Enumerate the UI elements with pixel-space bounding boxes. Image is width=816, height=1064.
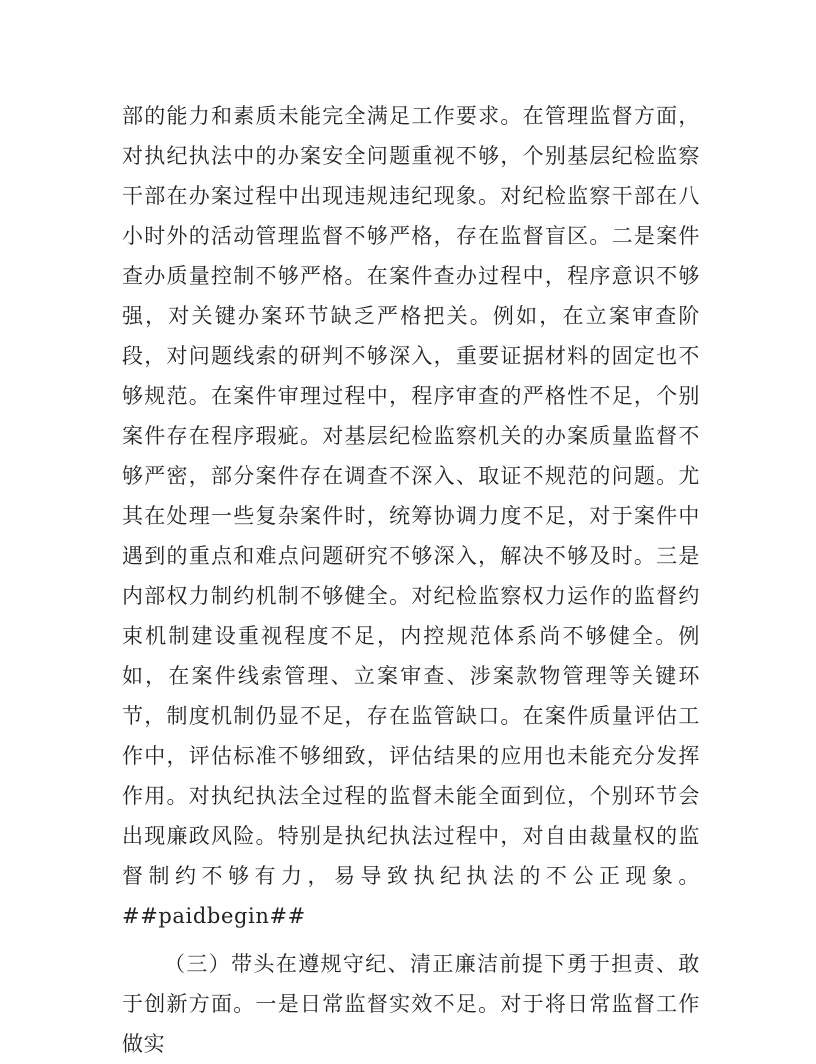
document-body: [122, 96, 700, 1064]
paragraph-section-three: （三）带头在遵规守纪、清正廉洁前提下勇于担责、敢于创新方面。一是日常监督实效不足。对于将日常监督工作做实: [122, 952, 700, 1056]
paragraph-continued: 部的能力和素质未能完全满足工作要求。在管理监督方面，对执纪执法中的办案安全问题重视不够，个别基层纪检监察干部在办案过程中出现违规违纪现象。对纪检监察干部在八小时外的活动管理监督不够严格，存在监督盲区。二是案件查办质量控制不够严格。在案件查办过程中，程序意识不够强，对关键办案环节缺乏严格把关。例如，在立案审查阶段，对问题线索的研判不够深入，重要证据材料的固定也不够规范。在案件审理过程中，程序审查的严格性不足，个别案件存在程序瑕疵。对基层纪检监察机关的办案质量监督不够严密，部分案件存在调查不深入、取证不规范的问题。尤其在处理一些复杂案件时，统筹协调力度不足，对于案件中遇到的重点和难点问题研究不够深入，解决不够及时。三是内部权力制约机制不够健全。对纪检监察权力运作的监督约束机制建设重视程度不足，内控规范体系尚不够健全。例如，在案件线索管理、立案审查、涉案款物管理等关键环节，制度机制仍显不足，存在监管缺口。在案件质量评估工作中，评估标准不够细致，评估结果的应用也未能充分发挥作用。对执纪执法全过程的监督未能全面到位，个别环节会出现廉政风险。特别是执纪执法过程中，对自由裁量权的监督制约不够有力，易导致执纪执法的不公正现象。##paidbegin##: [122, 104, 700, 928]
